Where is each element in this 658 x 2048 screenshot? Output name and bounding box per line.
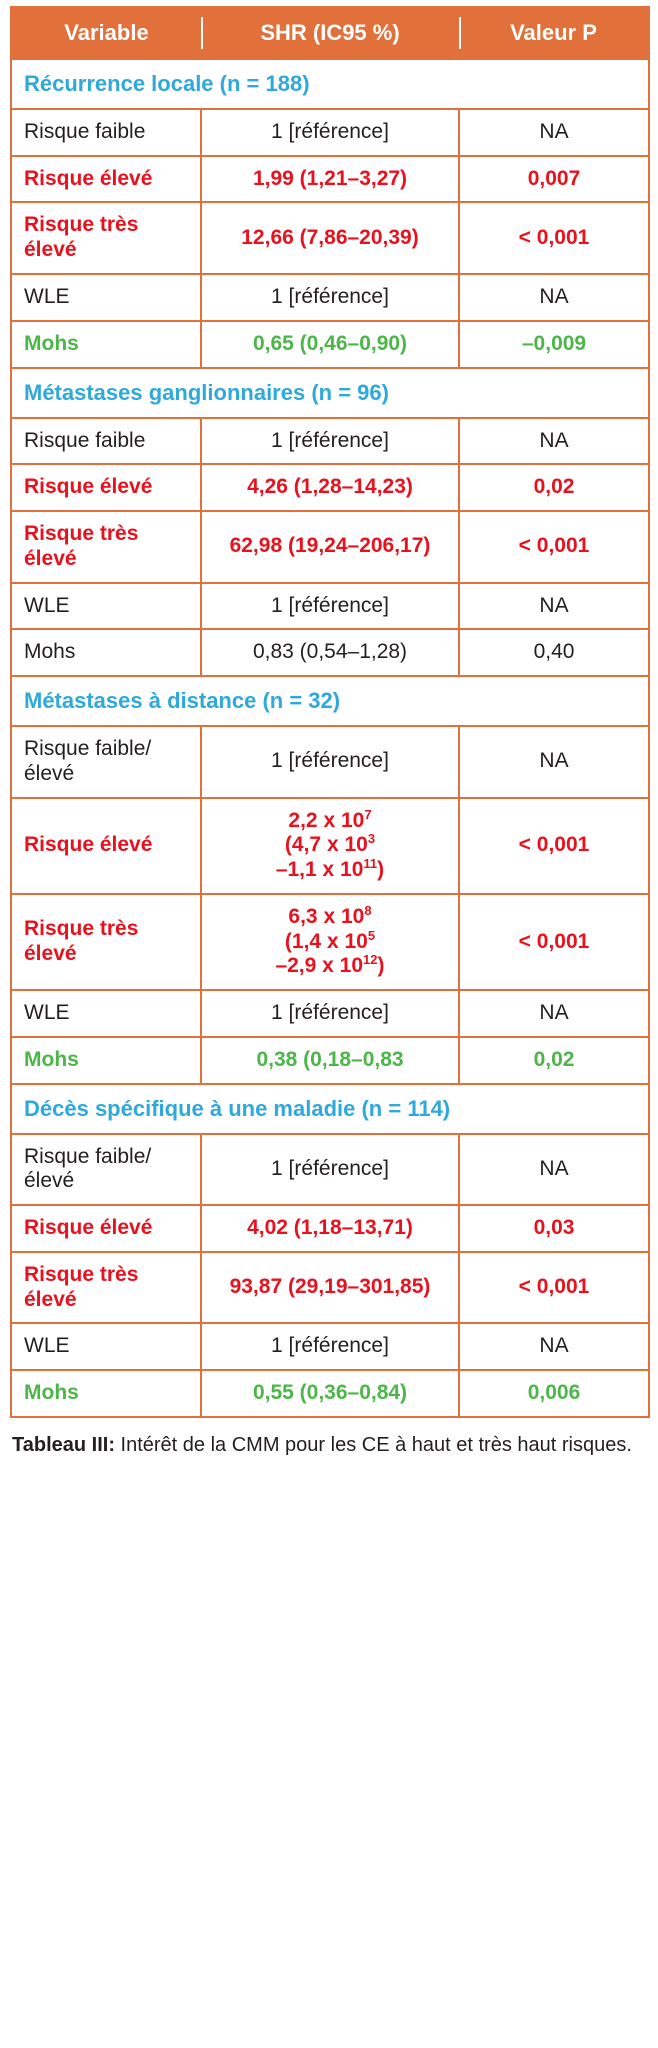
row-shr: 0,38 (0,18–0,83 (201, 1037, 459, 1084)
row-variable: Risque faible/élevé (11, 726, 201, 798)
row-shr: 1 [référence] (201, 1323, 459, 1370)
row-pvalue: 0,03 (459, 1205, 649, 1252)
table-row (11, 1205, 649, 1252)
table-row (11, 1134, 649, 1206)
row-pvalue: 0,02 (459, 464, 649, 511)
table-header (11, 7, 649, 59)
row-variable: Mohs (11, 629, 201, 676)
section-title: Métastases à distance (n = 32) (11, 676, 649, 726)
table-row (11, 202, 649, 274)
table-row (11, 1037, 649, 1084)
section-header-row (11, 1084, 649, 1134)
section-title: Récurrence locale (n = 188) (11, 59, 649, 109)
section-header-row (11, 368, 649, 418)
row-pvalue: NA (459, 583, 649, 630)
section-title: Métastases ganglionnaires (n = 96) (11, 368, 649, 418)
table-row (11, 1370, 649, 1417)
row-shr: 62,98 (19,24–206,17) (201, 511, 459, 583)
row-variable: Risque élevé (11, 798, 201, 894)
row-pvalue: < 0,001 (459, 1252, 649, 1324)
row-variable: WLE (11, 990, 201, 1037)
table-row (11, 156, 649, 203)
table-row (11, 464, 649, 511)
row-pvalue: < 0,001 (459, 511, 649, 583)
row-pvalue: < 0,001 (459, 894, 649, 990)
row-shr: 1 [référence] (201, 583, 459, 630)
row-pvalue: 0,40 (459, 629, 649, 676)
table-row (11, 511, 649, 583)
table-row (11, 990, 649, 1037)
caption-text: Intérêt de la CMM pour les CE à haut et très haut risques. (114, 1434, 632, 1457)
section-header-row (11, 676, 649, 726)
row-variable: WLE (11, 274, 201, 321)
row-pvalue: NA (459, 274, 649, 321)
row-shr: 1,99 (1,21–3,27) (201, 156, 459, 203)
row-shr: 6,3 x $10^8$ (1,4 x $10^5$ –2,9 x $10^{12}$) (201, 894, 459, 990)
row-shr: 93,87 (29,19–301,85) (201, 1252, 459, 1324)
row-shr: 4,02 (1,18–13,71) (201, 1205, 459, 1252)
row-variable: Risque élevé (11, 156, 201, 203)
row-shr: 2,2 x $10^7$ (4,7 x $10^3$ –1,1 x $10^{11}$) (201, 798, 459, 894)
row-pvalue: < 0,001 (459, 202, 649, 274)
row-shr: 0,55 (0,36–0,84) (201, 1370, 459, 1417)
column-header-shr: SHR (IC95 %) (201, 7, 459, 59)
row-pvalue: NA (459, 418, 649, 465)
table-row (11, 798, 649, 894)
table-row (11, 274, 649, 321)
row-shr: 1 [référence] (201, 418, 459, 465)
results-table (10, 6, 650, 1418)
table-row (11, 418, 649, 465)
column-header-pvalue: Valeur P (459, 7, 649, 59)
row-variable: Risque élevé (11, 464, 201, 511)
row-pvalue: NA (459, 109, 649, 156)
row-pvalue: NA (459, 1323, 649, 1370)
row-shr: 0,65 (0,46–0,90) (201, 321, 459, 368)
row-variable: Mohs (11, 1370, 201, 1417)
row-variable: WLE (11, 583, 201, 630)
row-shr: 0,83 (0,54–1,28) (201, 629, 459, 676)
row-shr: 1 [référence] (201, 726, 459, 798)
row-variable: Mohs (11, 1037, 201, 1084)
caption-label: Tableau III: (12, 1434, 115, 1457)
row-pvalue: 0,007 (459, 156, 649, 203)
table-row (11, 1252, 649, 1324)
table-row (11, 629, 649, 676)
row-variable: Risque faible/élevé (11, 1134, 201, 1206)
row-pvalue: NA (459, 990, 649, 1037)
table-body (11, 59, 649, 1417)
row-variable: Risque très élevé (11, 894, 201, 990)
table-row (11, 726, 649, 798)
row-pvalue: NA (459, 1134, 649, 1206)
row-shr: 4,26 (1,28–14,23) (201, 464, 459, 511)
row-variable: Risque faible (11, 418, 201, 465)
row-pvalue: < 0,001 (459, 798, 649, 894)
row-shr: 12,66 (7,86–20,39) (201, 202, 459, 274)
table-header-row (11, 7, 649, 59)
row-variable: Mohs (11, 321, 201, 368)
row-shr: 1 [référence] (201, 274, 459, 321)
table-row (11, 583, 649, 630)
row-variable: WLE (11, 1323, 201, 1370)
row-variable: Risque très élevé (11, 511, 201, 583)
row-shr: 1 [référence] (201, 109, 459, 156)
table-row (11, 109, 649, 156)
table-caption (10, 1432, 648, 1458)
row-pvalue: –0,009 (459, 321, 649, 368)
table-row (11, 1323, 649, 1370)
row-variable: Risque faible (11, 109, 201, 156)
section-header-row (11, 59, 649, 109)
table-row (11, 894, 649, 990)
table-row (11, 321, 649, 368)
row-variable: Risque élevé (11, 1205, 201, 1252)
row-variable: Risque très élevé (11, 202, 201, 274)
row-pvalue: 0,02 (459, 1037, 649, 1084)
row-variable: Risque très élevé (11, 1252, 201, 1324)
row-shr: 1 [référence] (201, 1134, 459, 1206)
column-header-variable: Variable (11, 7, 201, 59)
row-pvalue: NA (459, 726, 649, 798)
row-shr: 1 [référence] (201, 990, 459, 1037)
section-title: Décès spécifique à une maladie (n = 114) (11, 1084, 649, 1134)
row-pvalue: 0,006 (459, 1370, 649, 1417)
